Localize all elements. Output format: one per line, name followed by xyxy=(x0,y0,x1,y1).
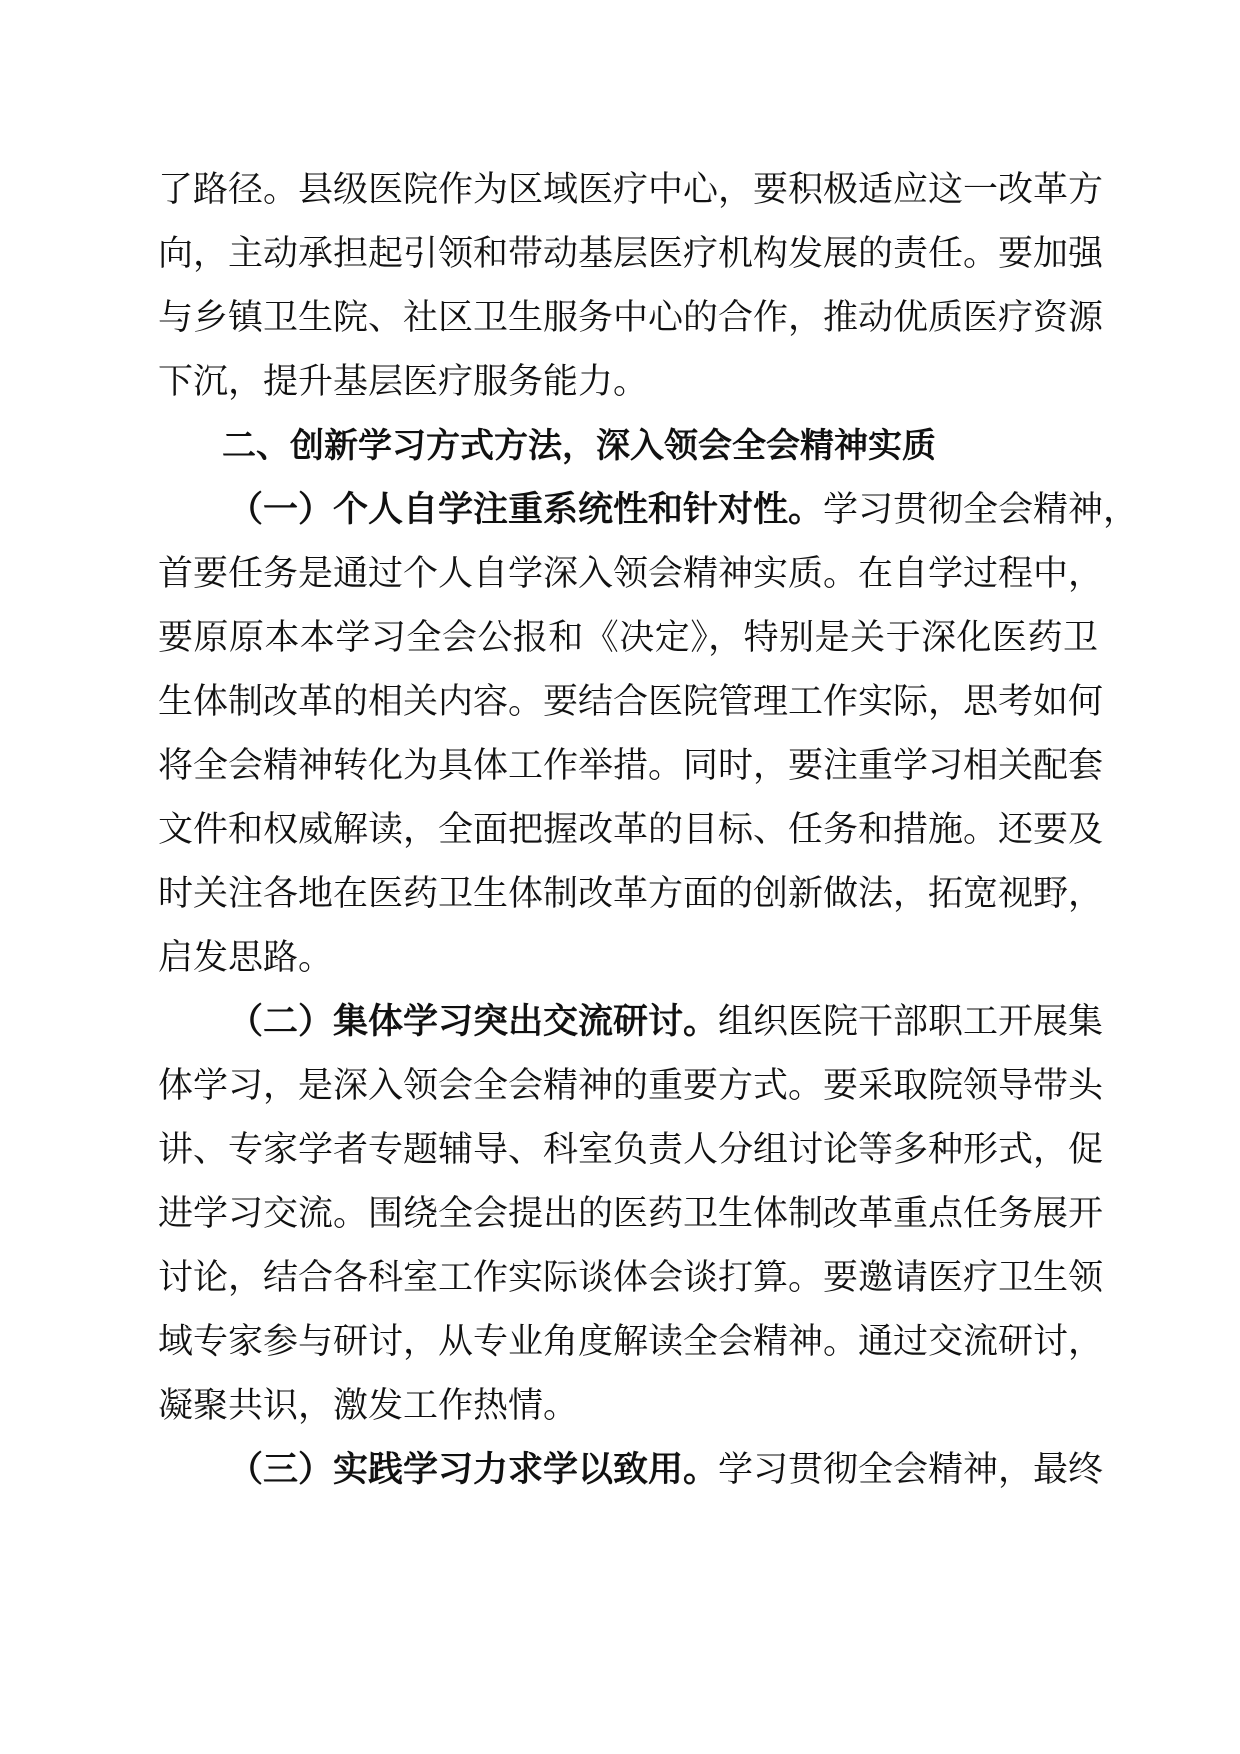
paragraph-line: 体学习，是深入领会全会精神的重要方式。要采取院领导带头 xyxy=(158,1066,1104,1106)
paragraph-line: 生体制改革的相关内容。要结合医院管理工作实际，思考如何 xyxy=(158,682,1104,722)
paragraph-line: 与乡镇卫生院、社区卫生服务中心的合作，推动优质医疗资源 xyxy=(158,298,1104,338)
paragraph-line: 进学习交流。围绕全会提出的医药卫生体制改革重点任务展开 xyxy=(158,1194,1104,1234)
paragraph-line: 时关注各地在医药卫生体制改革方面的创新做法，拓宽视野， xyxy=(158,874,1104,914)
subsection-lead-text: 学习贯彻全会精神， xyxy=(823,490,1139,530)
paragraph-line: 域专家参与研讨，从专业角度解读全会精神。通过交流研讨， xyxy=(158,1322,1104,1362)
paragraph-line: 了路径。县级医院作为区域医疗中心，要积极适应这一改革方 xyxy=(158,170,1104,210)
paragraph-line: 向，主动承担起引领和带动基层医疗机构发展的责任。要加强 xyxy=(158,234,1104,274)
subsection-first-line xyxy=(228,992,1104,1052)
subsection-lead-text: 组织医院干部职工开展集 xyxy=(718,1002,1104,1042)
paragraph-line: 首要任务是通过个人自学深入领会精神实质。在自学过程中， xyxy=(158,554,1104,594)
paragraph-line: 讲、专家学者专题辅导、科室负责人分组讨论等多种形式，促 xyxy=(158,1130,1104,1170)
subsection-first-line xyxy=(228,1440,1104,1500)
subsection-lead-text: 学习贯彻全会精神，最终 xyxy=(718,1450,1104,1490)
paragraph-line: 文件和权威解读，全面把握改革的目标、任务和措施。还要及 xyxy=(158,810,1104,850)
paragraph-line: 下沉，提升基层医疗服务能力。 xyxy=(158,362,649,402)
paragraph-line: 启发思路。 xyxy=(158,938,334,978)
subsection-first-line xyxy=(228,480,1139,540)
subsection-title: （三）实践学习力求学以致用。 xyxy=(228,1450,719,1490)
subsection-title: （一）个人自学注重系统性和针对性。 xyxy=(228,490,824,530)
paragraph-line: 讨论，结合各科室工作实际谈体会谈打算。要邀请医疗卫生领 xyxy=(158,1258,1104,1298)
paragraph-line: 凝聚共识，激发工作热情。 xyxy=(158,1386,579,1426)
paragraph-line: 要原原本本学习全会公报和《决定》，特别是关于深化医药卫 xyxy=(158,618,1098,658)
paragraph-line: 将全会精神转化为具体工作举措。同时，要注重学习相关配套 xyxy=(158,746,1104,786)
section-heading: 二、创新学习方式方法，深入领会全会精神实质 xyxy=(222,426,936,466)
subsection-title: （二）集体学习突出交流研讨。 xyxy=(228,1002,719,1042)
